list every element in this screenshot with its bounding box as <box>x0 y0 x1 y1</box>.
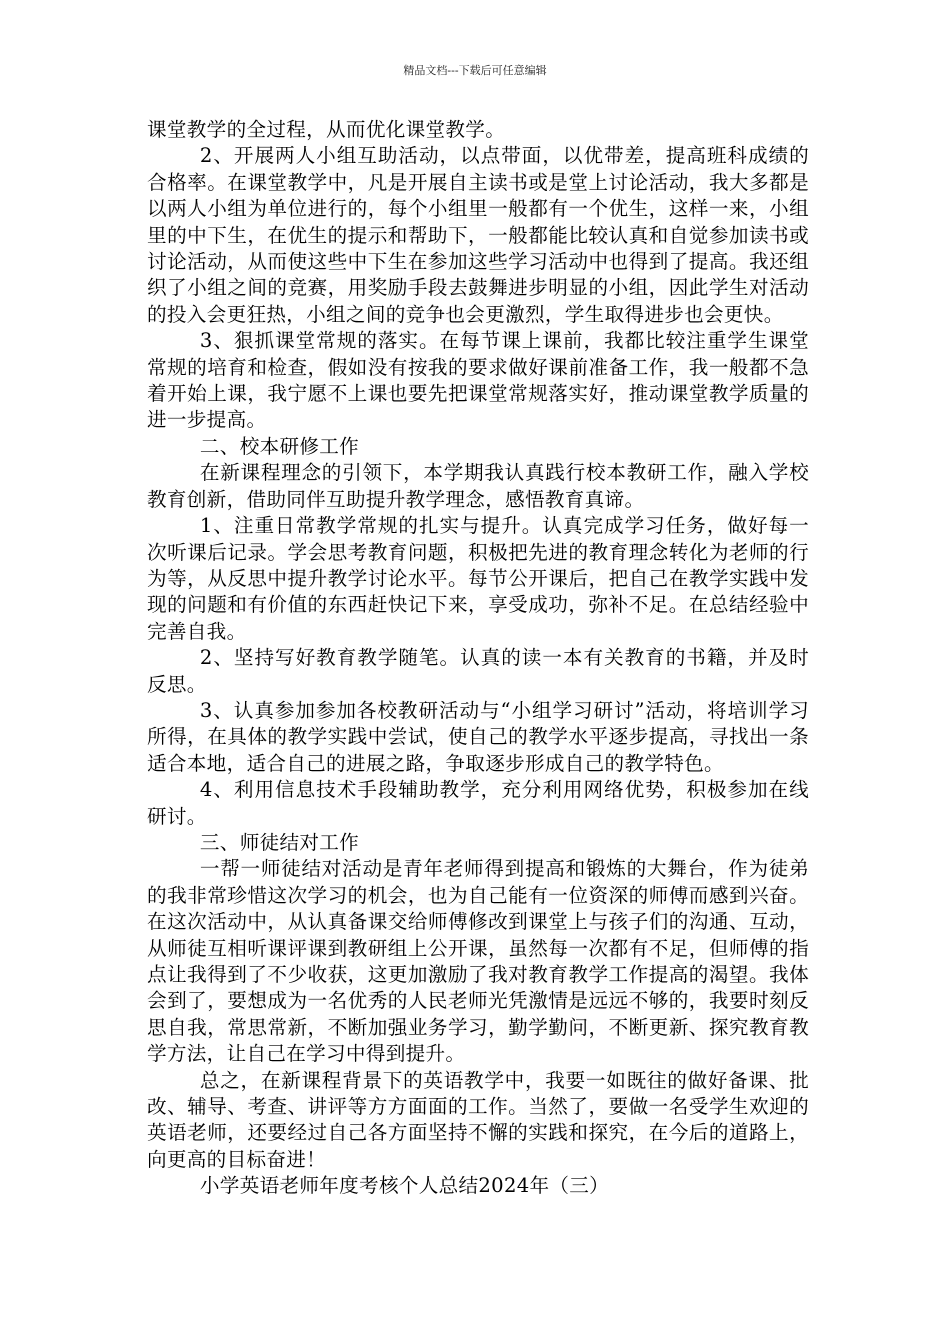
section-heading-mentorship: 三、师徒结对工作 <box>199 830 360 854</box>
paragraph-conclusion: 总之，在新课程背景下的英语教学中，我要一如既往的做好备课、批改、辅导、考查、讲评等方方面面的工作。当然了，要做一名受学生欢迎的英语老师，还要经过自己各方面坚持不懈的实践和探究，在今后的道路上，向更高的目标奋进！ <box>147 1068 809 1171</box>
paragraph-research-intro: 在新课程理念的引领下，本学期我认真践行校本教研工作，融入学校教育创新，借助同伴互助提升教学理念，感悟教育真谛。 <box>147 461 809 511</box>
paragraph-group-activity: 2、开展两人小组互助活动，以点带面，以优带差，提高班科成绩的合格率。在课堂教学中，凡是开展自主读书或是堂上讨论活动，我大多都是以两人小组为单位进行的，每个小组里一般都有一个优生，这样一来，小组里的中下生，在优生的提示和帮助下，一般都能比较认真和自觉参加读书或讨论活动，从而使这些中下生在参加这些学习活动中也得到了提高。我还组织了小组之间的竞赛，用奖励手段去鼓舞进步明显的小组，因此学生对活动的投入会更狂热，小组之间的竞争也会更激烈，学生取得进步也会更快。 <box>147 144 809 326</box>
document-body <box>147 117 809 1200</box>
paragraph-mentorship: 一帮一师徒结对活动是青年老师得到提高和锻炼的大舞台，作为徒弟的我非常珍惜这次学习的机会，也为自己能有一位资深的师傅而感到兴奋。在这次活动中，从认真备课交给师傅修改到课堂上与孩子们的沟通、互动，从师徒互相听课评课到教研组上公开课，虽然每一次都有不足，但师傅的指点让我得到了不少收获，这更加激励了我对教育教学工作提高的渴望。我体会到了，要想成为一名优秀的人民老师光凭激情是远远不够的，我要时刻反思自我，常思常新，不断加强业务学习，勤学勤问，不断更新、探究教育教学方法，让自己在学习中得到提升。 <box>147 857 809 1066</box>
paragraph-continuation: 课堂教学的全过程，从而优化课堂教学。 <box>147 118 506 141</box>
paragraph-classroom-routine: 3、狠抓课堂常规的落实。在每节课上课前，我都比较注重学生课堂常规的培育和检查，假如没有按我的要求做好课前准备工作，我一般都不急着开始上课，我宁愿不上课也要先把课堂常规落实好，推动课堂教学质量的进一步提高。 <box>147 329 809 432</box>
next-section-title: 小学英语老师年度考核个人总结2024年（三） <box>199 1174 610 1198</box>
paragraph-it-assist: 4、利用信息技术手段辅助教学，充分利用网络优势，积极参加在线研讨。 <box>147 778 809 828</box>
page-header: 精品文档---下载后可任意编辑 <box>403 64 547 77</box>
paragraph-essays: 2、坚持写好教育教学随笔。认真的读一本有关教育的书籍，并及时反思。 <box>147 646 809 696</box>
section-heading-school-research: 二、校本研修工作 <box>199 434 360 458</box>
paragraph-daily-teaching: 1、注重日常教学常规的扎实与提升。认真完成学习任务，做好每一次听课后记录。学会思考教育问题，积极把先进的教育理念转化为老师的行为等，从反思中提升教学讨论水平。每节公开课后，把自己在教学实践中发现的问题和有价值的东西赶快记下来，享受成功，弥补不足。在总结经验中完善自我。 <box>147 514 809 643</box>
paragraph-seminars: 3、认真参加参加各校教研活动与“小组学习研讨”活动，将培训学习所得，在具体的教学实践中尝试，使自己的教学水平逐步提高，寻找出一条适合本地，适合自己的进展之路，争取逐步形成自己的教学特色。 <box>147 698 809 775</box>
